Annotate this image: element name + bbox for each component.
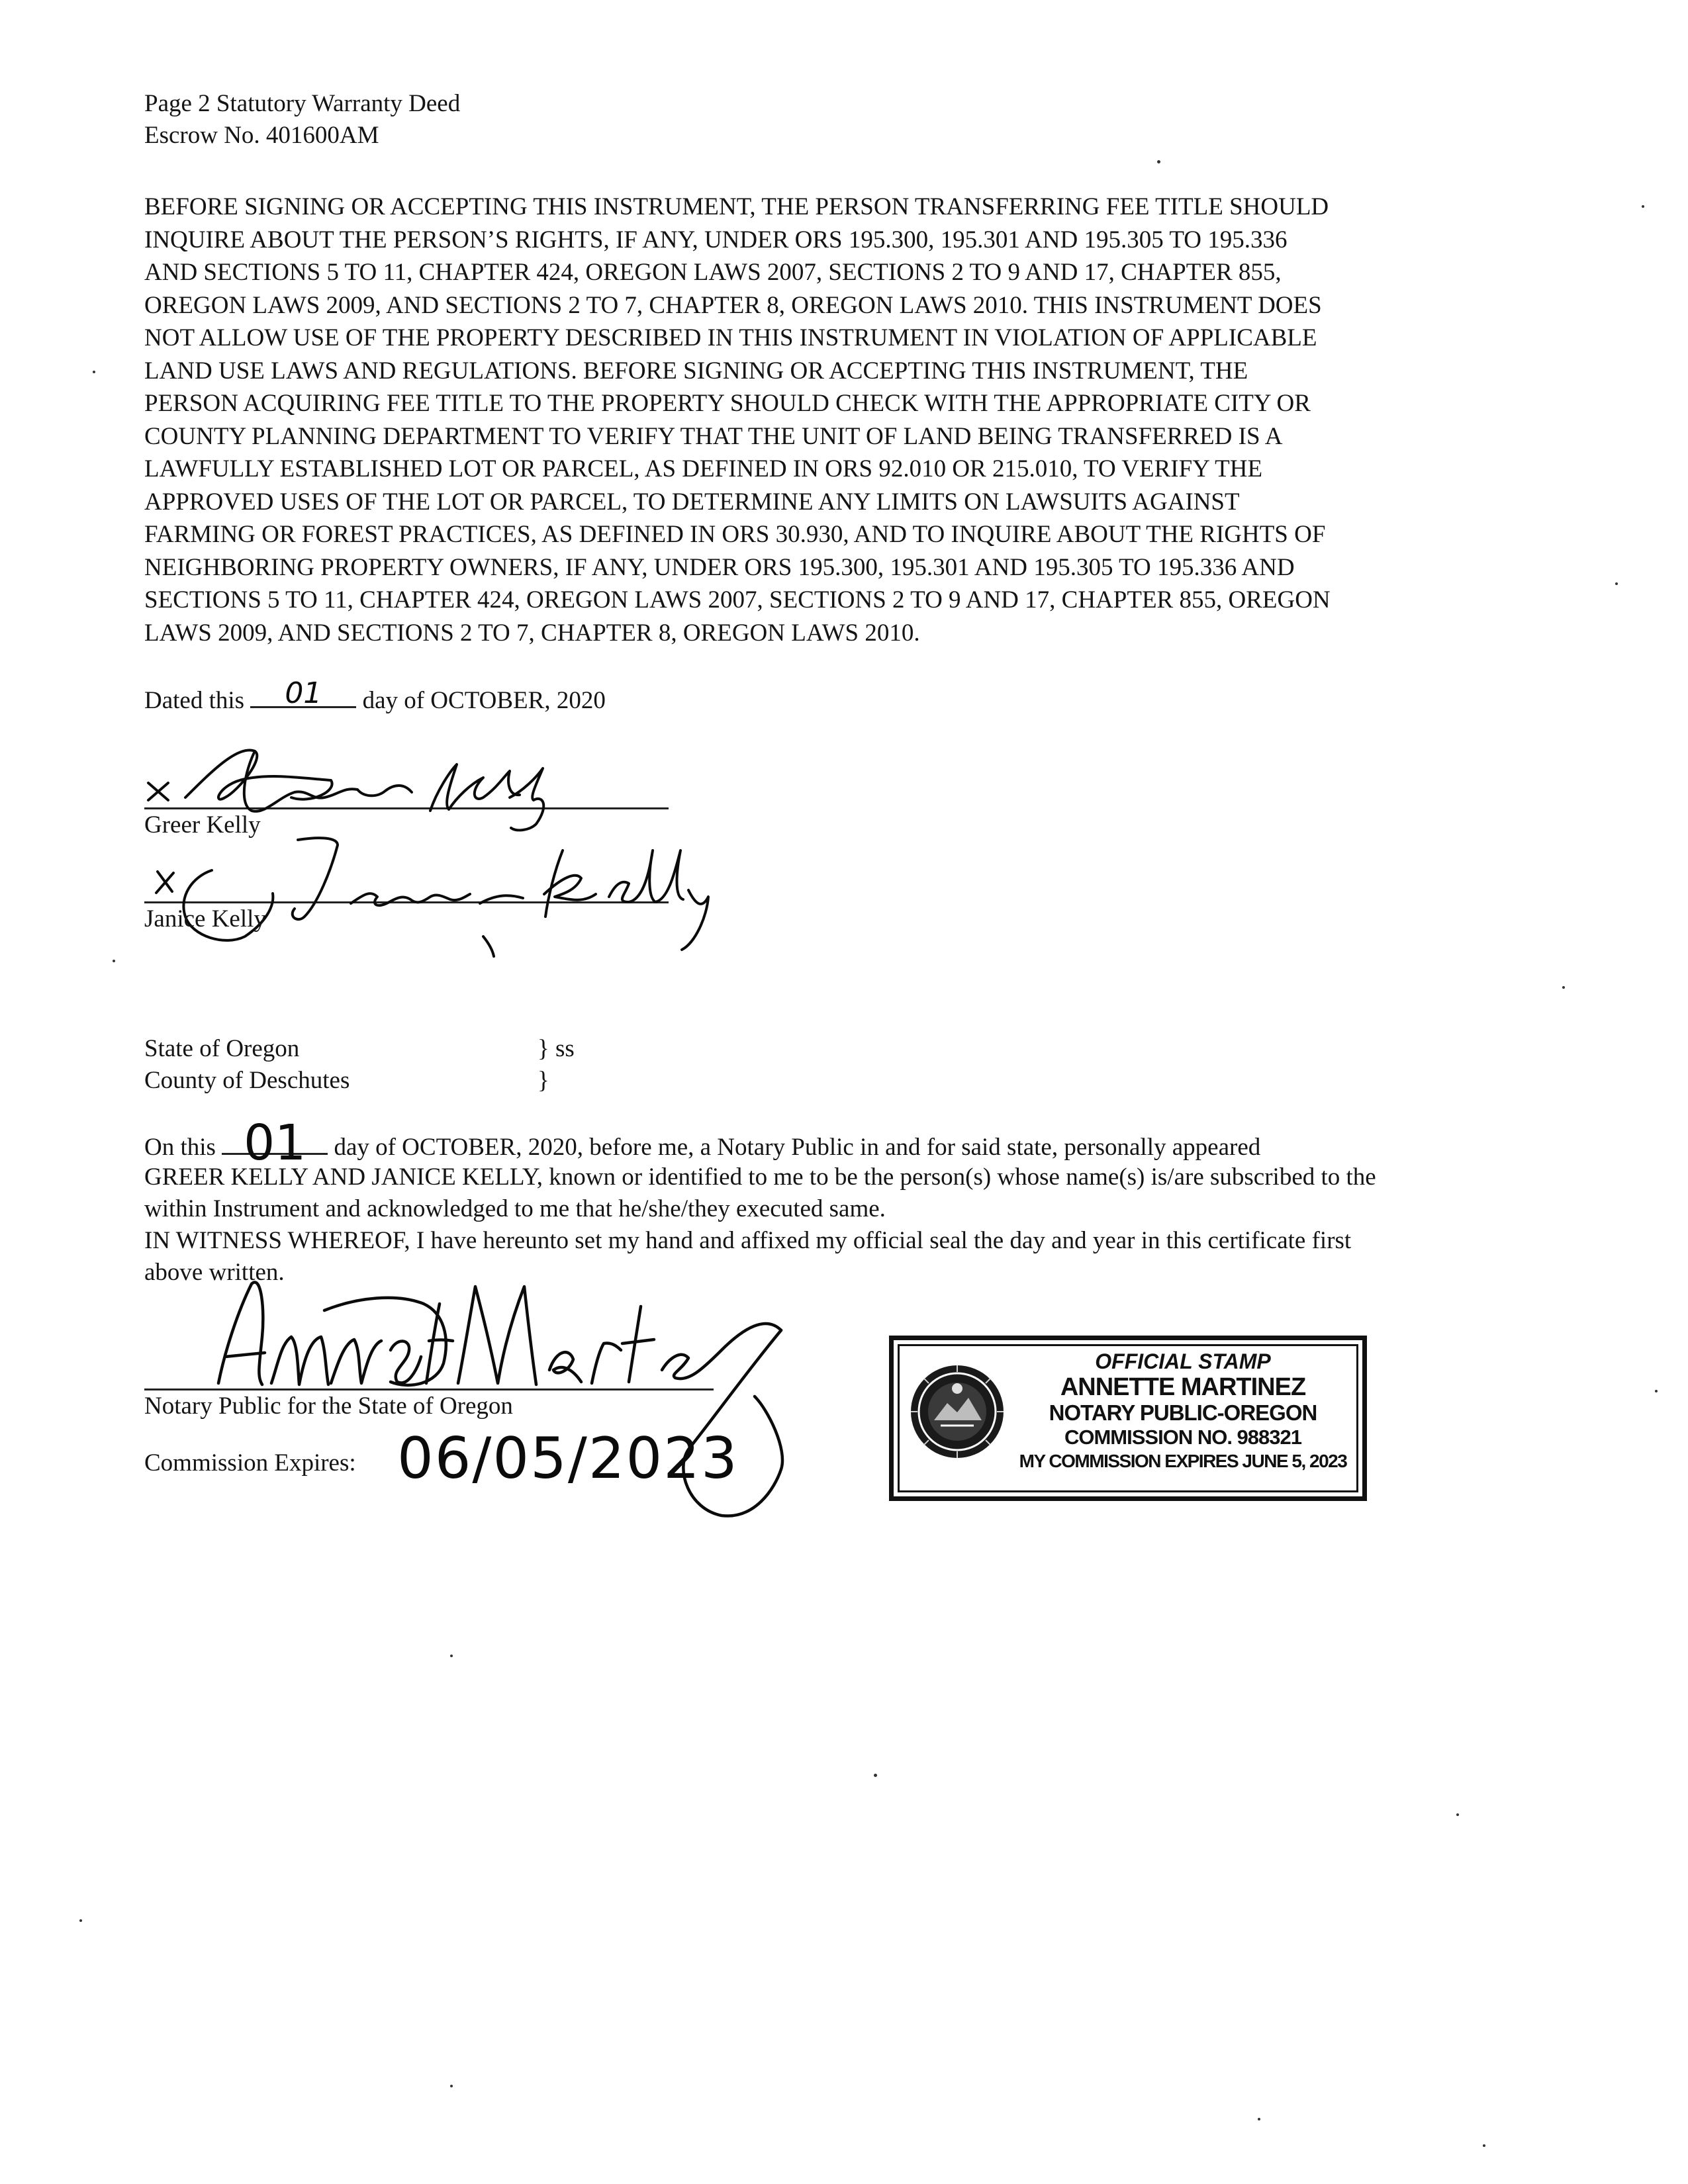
warning-line: NOT ALLOW USE OF THE PROPERTY DESCRIBED IN THIS INSTRUMENT IN VIOLATION OF APPLICABLE: [144, 324, 1317, 351]
notary-label: Notary Public for the State of Oregon: [144, 1392, 513, 1420]
scan-speck: [1562, 986, 1565, 989]
scan-speck: [1655, 1390, 1658, 1392]
warning-line: OREGON LAWS 2009, AND SECTIONS 2 TO 7, CHAPTER 8, OREGON LAWS 2010. THIS INSTRUMENT DOES: [144, 291, 1322, 319]
state-value: Oregon: [226, 1035, 300, 1062]
escrow-number: Escrow No. 401600AM: [144, 122, 379, 149]
warning-line: LAWFULLY ESTABLISHED LOT OR PARCEL, AS DEFINED IN ORS 92.010 OR 215.010, TO VERIFY THE: [144, 455, 1263, 482]
scan-speck: [93, 371, 95, 373]
ack-line-3: within Instrument and acknowledged to me that he/she/they executed same.: [144, 1195, 886, 1222]
commission-expires-label: Commission Expires:: [144, 1449, 356, 1477]
county-label: County of: [144, 1067, 244, 1094]
warning-line: APPROVED USES OF THE LOT OR PARCEL, TO DETERMINE ANY LIMITS ON LAWSUITS AGAINST: [144, 488, 1240, 516]
stamp-title: OFFICIAL STAMP: [1095, 1349, 1271, 1373]
scan-speck: [79, 1919, 82, 1922]
scan-speck: [1157, 160, 1160, 163]
stamp-inner-border: [898, 1344, 1358, 1492]
ack-line-1-rest: day of OCTOBER, 2020, before me, a Notary Public in and for said state, personally appeared: [334, 1134, 1261, 1161]
page-header-title: Page 2 Statutory Warranty Deed: [144, 90, 461, 117]
ack-day-blank: [222, 1115, 328, 1171]
venue-brace-bottom: }: [538, 1067, 549, 1094]
warning-line: COUNTY PLANNING DEPARTMENT TO VERIFY THAT THE UNIT OF LAND BEING TRANSFERRED IS A: [144, 422, 1283, 450]
scan-speck: [1258, 2118, 1260, 2120]
dated-suffix: day of OCTOBER, 2020: [362, 687, 606, 714]
scan-speck: [450, 2085, 453, 2087]
dated-line: [144, 676, 606, 717]
scan-speck: [1483, 2144, 1485, 2147]
ack-line-2: GREER KELLY AND JANICE KELLY, known or identified to me to be the person(s) whose name(s) is/are subscribed to the: [144, 1163, 1376, 1191]
scan-speck: [1642, 205, 1644, 208]
warning-line: BEFORE SIGNING OR ACCEPTING THIS INSTRUMENT, THE PERSON TRANSFERRING FEE TITLE SHOULD: [144, 193, 1329, 220]
scan-speck: [874, 1774, 877, 1777]
stamp-text-block: [1012, 1349, 1354, 1473]
scan-speck: [1456, 1813, 1459, 1816]
warning-line: FARMING OR FOREST PRACTICES, AS DEFINED IN ORS 30.930, AND TO INQUIRE ABOUT THE RIGHTS OF: [144, 521, 1326, 548]
warning-line: INQUIRE ABOUT THE PERSON’S RIGHTS, IF ANY, UNDER ORS 195.300, 195.301 AND 195.305 TO 195.336: [144, 226, 1288, 253]
dated-prefix: Dated this: [144, 687, 245, 714]
venue-county: [144, 1064, 350, 1097]
venue-state: [144, 1032, 299, 1066]
ack-line-1: [144, 1115, 1261, 1171]
brace-top: }: [538, 1035, 549, 1062]
warning-line: AND SECTIONS 5 TO 11, CHAPTER 424, OREGON LAWS 2007, SECTIONS 2 TO 9 AND 17, CHAPTER 855,: [144, 259, 1282, 286]
warning-line: LAWS 2009, AND SECTIONS 2 TO 7, CHAPTER 8, OREGON LAWS 2010.: [144, 619, 920, 647]
stamp-notary-name: ANNETTE MARTINEZ: [1060, 1373, 1306, 1401]
signer-name-janice: Janice Kelly: [144, 905, 266, 933]
warning-line: LAND USE LAWS AND REGULATIONS. BEFORE SIGNING OR ACCEPTING THIS INSTRUMENT, THE: [144, 357, 1248, 385]
ack-on-this: On this: [144, 1134, 216, 1161]
venue-brace-ss: [538, 1032, 575, 1066]
ack-line-5: above written.: [144, 1259, 285, 1286]
stamp-role: NOTARY PUBLIC-OREGON: [1049, 1400, 1317, 1425]
ack-day-handwritten: 01: [244, 1115, 306, 1171]
signer-name-greer: Greer Kelly: [144, 811, 261, 839]
scan-speck: [1615, 582, 1618, 585]
official-notary-stamp: [889, 1336, 1367, 1501]
state-label: State of: [144, 1035, 220, 1062]
ack-line-4: IN WITNESS WHEREOF, I have hereunto set my hand and affixed my official seal the day and year in this certificate first: [144, 1227, 1352, 1254]
warning-line: PERSON ACQUIRING FEE TITLE TO THE PROPERTY SHOULD CHECK WITH THE APPROPRIATE CITY OR: [144, 390, 1311, 417]
state-seal-icon: [908, 1362, 1007, 1461]
county-value: Deschutes: [249, 1067, 350, 1094]
warning-line: SECTIONS 5 TO 11, CHAPTER 424, OREGON LAWS 2007, SECTIONS 2 TO 9 AND 17, CHAPTER 855, OREGON: [144, 586, 1331, 614]
ss-mark: ss: [555, 1035, 575, 1062]
statutory-warning-paragraph: [144, 191, 1568, 649]
scan-speck: [113, 960, 115, 962]
signature-janice-kelly: [139, 831, 722, 963]
warning-line: NEIGHBORING PROPERTY OWNERS, IF ANY, UNDER ORS 195.300, 195.301 AND 195.305 TO 195.336 AND: [144, 553, 1295, 581]
dated-day-handwritten: 01: [285, 676, 322, 710]
stamp-expiration: MY COMMISSION EXPIRES JUNE 5, 2023: [1019, 1451, 1347, 1471]
dated-day-blank: [250, 676, 356, 710]
commission-date-handwritten: 06/05/2023: [397, 1426, 739, 1492]
scan-speck: [450, 1655, 453, 1657]
stamp-commission-number: COMMISSION NO. 988321: [1064, 1426, 1301, 1449]
